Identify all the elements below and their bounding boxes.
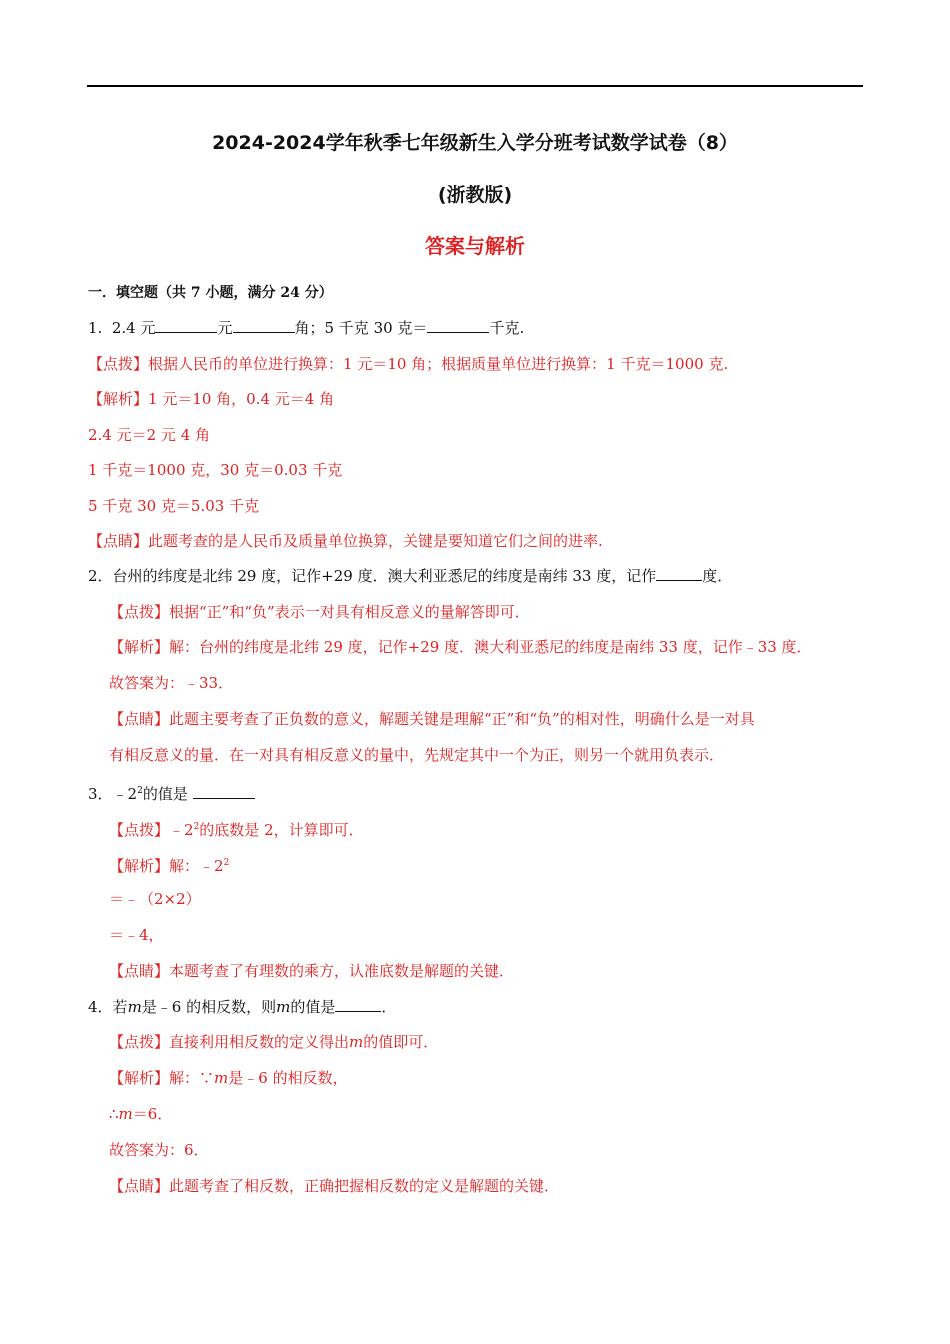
answer-blank[interactable]	[233, 318, 295, 333]
answer-blank[interactable]	[193, 784, 255, 799]
question-4: 4．若m是﹣6 的相反数，则m的值是 ．	[88, 998, 397, 1016]
q1-step: 5 千克 30 克＝5.03 千克	[88, 497, 260, 515]
q2-hint: 【点拨】根据“正”和“负”表示一对具有相反意义的量解答即可．	[109, 603, 530, 621]
q4-analysis: 【解析】解：∵m是﹣6 的相反数，	[109, 1069, 348, 1087]
answer-blank[interactable]	[155, 318, 217, 333]
q3-hint: 【点拨】$﹣2^2$的底数是 2，计算即可．	[109, 821, 364, 839]
q3-comment: 【点睛】本题考查了有理数的乘方，认准底数是解题的关键．	[109, 962, 515, 980]
q1-step: 1 千克＝1000 克，30 克＝0.03 千克	[88, 461, 343, 479]
section-heading: 一．填空题（共 7 小题，满分 24 分）	[88, 285, 333, 301]
q2-comment-cont: 有相反意义的量．在一对具有相反意义的量中，先规定其中一个为正，则另一个就用负表示．	[109, 746, 725, 764]
q3-analysis: 【解析】解：$﹣2^2$	[109, 857, 230, 875]
q1-analysis: 【解析】1 元＝10 角，0.4 元＝4 角	[88, 390, 335, 408]
q4-answer: 故答案为：6．	[109, 1141, 209, 1159]
q1-step: 2.4 元＝2 元 4 角	[88, 426, 211, 444]
q2-answer: 故答案为：﹣33．	[109, 674, 234, 692]
answer-blank[interactable]	[427, 318, 489, 333]
q1-hint: 【点拨】根据人民币的单位进行换算：1 元＝10 角；根据质量单位进行换算：1 千克＝1000 克.	[88, 355, 729, 373]
question-3: 3．$﹣2^2$的值是	[88, 781, 255, 804]
q1-comment: 【点睛】此题考查的是人民币及质量单位换算，关键是要知道它们之间的进率.	[88, 532, 603, 550]
answer-blank[interactable]	[335, 997, 381, 1012]
q2-comment: 【点睛】此题主要考查了正负数的意义，解题关键是理解“正”和“负”的相对性，明确什么是一对具	[109, 710, 755, 728]
question-1: 1. 2.4 元 元 角；5 千克 30 克＝ 千克.	[88, 319, 525, 337]
q3-step: ＝﹣4，	[109, 926, 164, 944]
exam-title: 2024-2024学年秋季七年级新生入学分班考试数学试卷（8）	[212, 132, 738, 154]
answer-blank[interactable]	[656, 566, 702, 581]
question-2: 2．台州的纬度是北纬 29 度，记作+29 度．澳大利亚悉尼的纬度是南纬 33 度，记作 度．	[88, 567, 733, 585]
answer-heading: 答案与解析	[425, 234, 525, 258]
q4-comment: 【点睛】此题考查了相反数，正确把握相反数的定义是解题的关键．	[109, 1177, 560, 1195]
exam-subtitle: (浙教版)	[437, 184, 513, 206]
q3-step: ＝﹣（2×2）	[109, 890, 201, 908]
q4-step: ∴m＝6．	[109, 1105, 173, 1123]
header-rule	[87, 85, 863, 87]
q4-hint: 【点拨】直接利用相反数的定义得出m的值即可．	[109, 1033, 439, 1051]
q2-analysis: 【解析】解：台州的纬度是北纬 29 度，记作+29 度．澳大利亚悉尼的纬度是南纬 33 度，记作﹣33 度．	[109, 638, 812, 656]
